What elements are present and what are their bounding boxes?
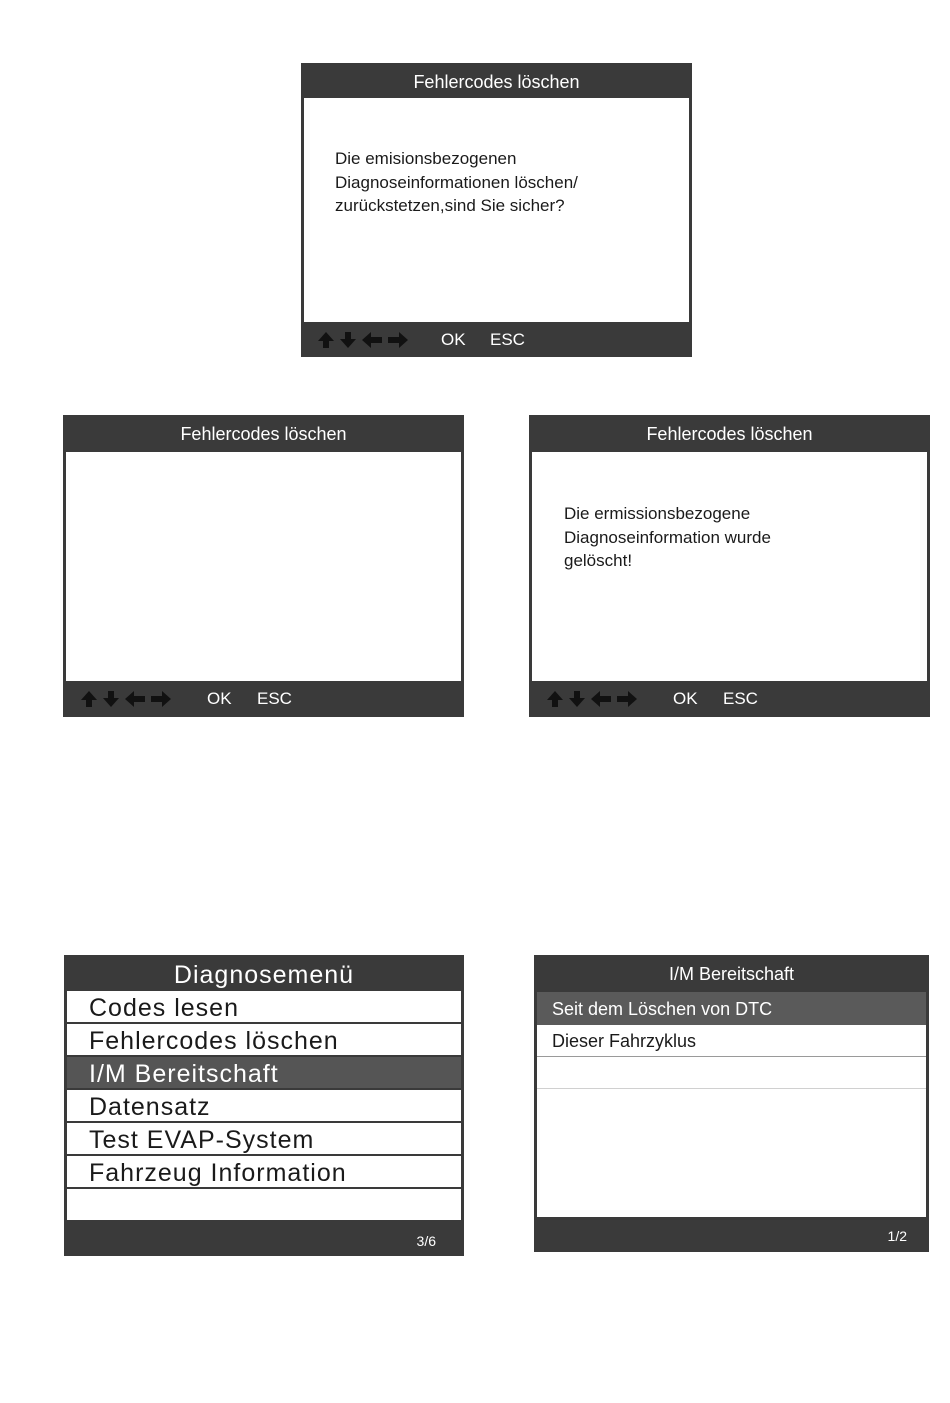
menu-list [67, 991, 461, 1220]
arrow-right-icon[interactable] [150, 690, 172, 708]
screen-title: Fehlercodes löschen [413, 72, 580, 92]
arrow-down-icon[interactable] [339, 331, 357, 349]
esc-button[interactable]: ESC [723, 689, 758, 708]
page-indicator: 3/6 [416, 1233, 436, 1249]
menu-item-codes-lesen[interactable]: Codes lesen [67, 991, 461, 1024]
screen-title: Fehlercodes löschen [646, 424, 813, 444]
im-item-since-dtc-clear[interactable]: Seit dem Löschen von DTC [537, 992, 926, 1025]
screen-body [532, 452, 927, 681]
menu-item-im-bereitschaft[interactable]: I/M Bereitschaft [67, 1057, 461, 1090]
cleared-screen [529, 415, 930, 717]
screen-footer [529, 681, 930, 717]
screen-footer [534, 1217, 929, 1252]
menu-item-fahrzeug-information[interactable]: Fahrzeug Information [67, 1156, 461, 1189]
arrow-left-icon[interactable] [590, 690, 612, 708]
im-readiness-screen [534, 955, 929, 1252]
ok-button[interactable]: OK [207, 689, 232, 708]
ok-button[interactable]: OK [673, 689, 698, 708]
screen-body [66, 452, 461, 681]
screen-body [304, 98, 689, 322]
screen-footer [63, 681, 464, 717]
screen-footer [301, 322, 692, 357]
diagnose-menu-screen [64, 955, 464, 1256]
screen-title: Fehlercodes löschen [180, 424, 347, 444]
arrow-left-icon[interactable] [361, 331, 383, 349]
arrow-up-icon[interactable] [546, 690, 564, 708]
confirm-clear-screen [301, 63, 692, 357]
screen-footer [64, 1220, 464, 1256]
esc-button[interactable]: ESC [257, 689, 292, 708]
arrow-right-icon[interactable] [616, 690, 638, 708]
menu-item-datensatz[interactable]: Datensatz [67, 1090, 461, 1123]
screen-title: I/M Bereitschaft [668, 964, 795, 984]
im-item-this-drive-cycle[interactable]: Dieser Fahrzyklus [537, 1025, 926, 1057]
menu-item-test-evap[interactable]: Test EVAP-System [67, 1123, 461, 1156]
ok-button[interactable]: OK [441, 330, 466, 349]
im-list [537, 992, 926, 1217]
arrow-down-icon[interactable] [568, 690, 586, 708]
cleared-message: Die ermissionsbezogene Diagnoseinformation wurde gelöscht! [564, 504, 771, 570]
arrow-left-icon[interactable] [124, 690, 146, 708]
esc-button[interactable]: ESC [490, 330, 525, 349]
confirm-message: Die emisionsbezogenen Diagnoseinformationen löschen/ zurückstetzen,sind Sie sicher? [335, 149, 578, 215]
screen-title: Diagnosemenü [173, 961, 355, 989]
arrow-right-icon[interactable] [387, 331, 409, 349]
arrow-up-icon[interactable] [317, 331, 335, 349]
im-item-empty [537, 1057, 926, 1089]
arrow-up-icon[interactable] [80, 690, 98, 708]
menu-item-fehlercodes-loeschen[interactable]: Fehlercodes löschen [67, 1024, 461, 1057]
clearing-screen [63, 415, 464, 717]
page-indicator: 1/2 [887, 1228, 907, 1244]
arrow-down-icon[interactable] [102, 690, 120, 708]
